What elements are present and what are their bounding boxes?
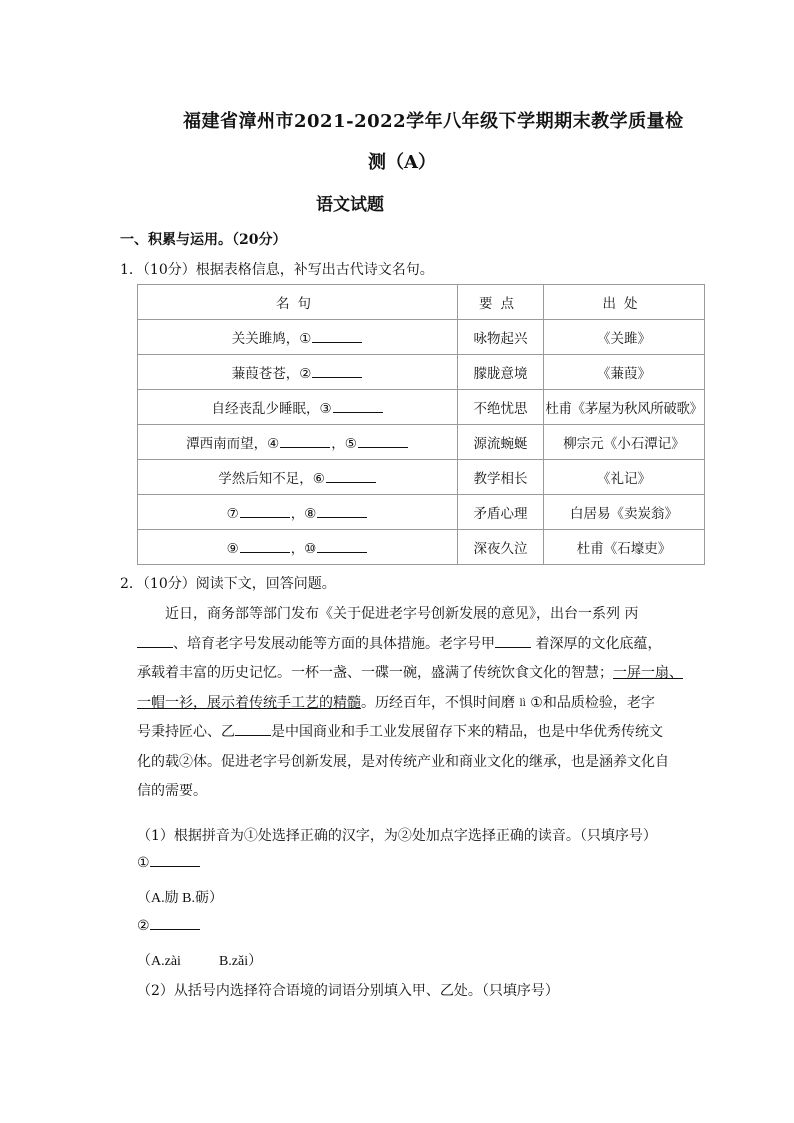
table-row: [138, 320, 705, 355]
passage-line: [137, 689, 685, 719]
source-cell: 杜甫《石壕吏》: [544, 530, 705, 565]
answer-label: ②: [137, 918, 150, 934]
options-1: （A.励 B.砺）: [137, 891, 223, 906]
answer-blank[interactable]: [358, 446, 408, 448]
poem-table: [137, 284, 705, 565]
quote-text: ，⑩: [290, 541, 317, 557]
doc-title-line2: 测（A）: [368, 152, 436, 173]
passage-text: 承载着丰富的历史记忆。一杯一盏、一碟一碗，盛满了传统饮食文化的智慧；: [137, 665, 613, 681]
blank-yi[interactable]: [235, 734, 271, 736]
quote-text: ，⑧: [290, 506, 317, 522]
answer-blank[interactable]: [280, 446, 330, 448]
quote-text: 蒹葭苍苍，②: [231, 366, 312, 382]
answer-blank[interactable]: [240, 551, 290, 553]
quote-text: ⑦: [226, 506, 239, 522]
table-row: [138, 390, 705, 425]
doc-title-line1: 福建省漳州市2021-2022学年八年级下学期期末教学质量检: [183, 111, 684, 132]
passage-line: [137, 659, 685, 689]
answer-blank[interactable]: [312, 341, 362, 343]
quote-text: 学然后知不足，⑥: [218, 471, 325, 487]
quote-text: 自经丧乱少睡眠，③: [211, 401, 332, 417]
passage-line: 信的需要。: [137, 783, 207, 799]
quote-cell: [138, 530, 458, 565]
quote-cell: [138, 390, 458, 425]
passage-text: 号秉持匠心、乙: [137, 724, 235, 740]
source-cell: 《礼记》: [544, 460, 705, 495]
point-cell: 不绝忧思: [458, 390, 544, 425]
sub-question-2: （2）从括号内选择符合语境的词语分别填入甲、乙处。（只填序号）: [137, 983, 559, 999]
answer-blank[interactable]: [240, 516, 290, 518]
passage-line: 化的载②体。促进老字号创新发展，是对传统产业和商业文化的继承，也是涵养文化自: [137, 753, 669, 770]
table-row: [138, 530, 705, 565]
answer-blank[interactable]: [333, 411, 383, 413]
passage-text: 是中国商业和手工业发展留存下来的精品，也是中华优秀传统文: [271, 724, 663, 740]
quote-cell: [138, 320, 458, 355]
answer-blank[interactable]: [150, 928, 200, 930]
quote-text: ，⑤: [331, 436, 357, 452]
header-point: 要点: [458, 285, 544, 320]
passage-text: 、培育老字号发展动能等方面的具体措施。老字号甲: [173, 635, 495, 652]
point-cell: 教学相长: [458, 460, 544, 495]
section-heading: 一、积累与运用。（20分）: [120, 232, 287, 248]
source-cell: 《关雎》: [544, 320, 705, 355]
quote-cell: [138, 495, 458, 530]
table-header-row: [138, 285, 705, 320]
passage-text: 。历经百年，不惧时间磨: [361, 694, 520, 711]
blank-jia[interactable]: [495, 646, 531, 648]
underlined-text: 一帽一衫，展示着传统手工艺的精髓: [137, 694, 361, 711]
quote-text: 关关雎鸠，①: [231, 331, 312, 347]
question2-prompt: 2．（10分）阅读下文，回答问题。: [120, 576, 336, 592]
quote-text: 潭西南而望，④: [186, 436, 280, 452]
table-row: [138, 460, 705, 495]
source-cell: 柳宗元《小石潭记》: [544, 425, 705, 460]
sub-question-1: （1）根据拼音为①处选择正确的汉字，为②处加点字选择正确的读音。（只填序号）: [137, 828, 657, 844]
answer-line-2: [137, 918, 200, 934]
table-row: [138, 425, 705, 460]
point-cell: 朦胧意境: [458, 355, 544, 390]
passage-text: ①和品质检验，老字: [525, 694, 655, 711]
answer-label: ①: [137, 855, 150, 871]
passage-line: [137, 630, 685, 660]
table-row: [138, 495, 705, 530]
answer-blank[interactable]: [326, 481, 376, 483]
answer-blank[interactable]: [317, 516, 367, 518]
quote-cell: [138, 425, 458, 460]
answer-blank[interactable]: [317, 551, 367, 553]
passage-line: [137, 718, 685, 748]
answer-line-1: [137, 855, 200, 871]
quote-cell: [138, 355, 458, 390]
answer-blank[interactable]: [312, 376, 362, 378]
source-cell: 杜甫《茅屋为秋风所破歌》: [544, 390, 705, 425]
passage-line: 近日，商务部等部门发布《关于促进老字号创新发展的意见》，出台一系列 丙: [165, 606, 639, 622]
source-cell: 《蒹葭》: [544, 355, 705, 390]
quote-text: ⑨: [226, 541, 239, 557]
passage-text: 着深厚的文化底蕴，: [531, 635, 662, 652]
answer-blank[interactable]: [150, 865, 200, 867]
doc-subject-title: 语文试题: [316, 195, 384, 215]
point-cell: 源流蜿蜒: [458, 425, 544, 460]
option-b: B.zǎi）: [218, 954, 263, 969]
question1-prompt: 1．（10分）根据表格信息，补写出古代诗文名句。: [120, 262, 434, 278]
header-quote: 名句: [138, 285, 458, 320]
header-source: 出处: [544, 285, 705, 320]
quote-cell: [138, 460, 458, 495]
underlined-text: 一屏一扇、: [613, 665, 683, 681]
blank-bing[interactable]: [137, 646, 173, 648]
option-a: （A.zài: [137, 954, 181, 969]
options-2: [137, 950, 262, 970]
source-cell: 白居易《卖炭翁》: [544, 495, 705, 530]
point-cell: 咏物起兴: [458, 320, 544, 355]
point-cell: 矛盾心理: [458, 495, 544, 530]
table-row: [138, 355, 705, 390]
pinyin-annotation: lì: [519, 697, 526, 709]
point-cell: 深夜久泣: [458, 530, 544, 565]
reading-passage: [137, 600, 685, 807]
